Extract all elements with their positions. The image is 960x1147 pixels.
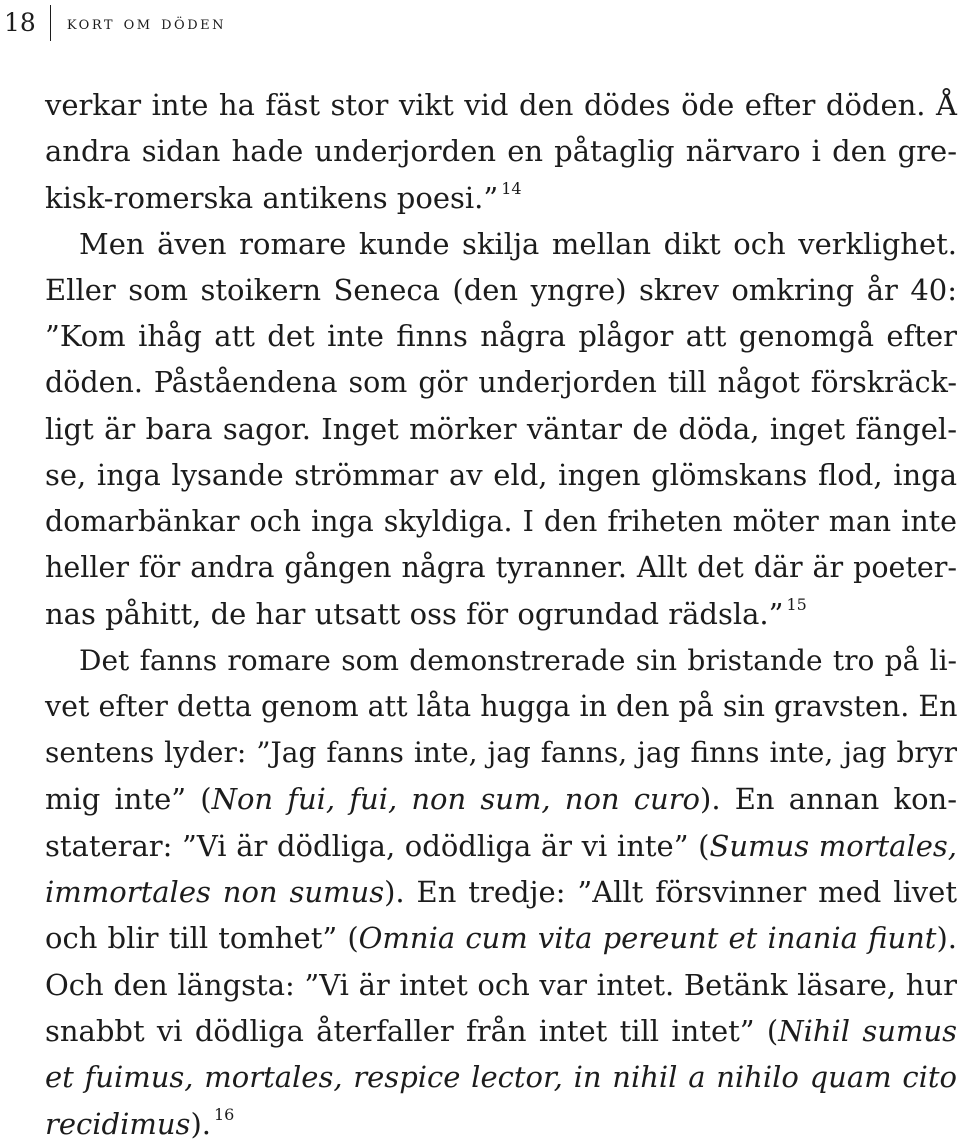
text-segment: mig inte” (	[45, 782, 212, 817]
running-head	[4, 6, 226, 40]
text-line	[45, 221, 957, 267]
text-line	[45, 128, 957, 174]
text-segment: sentens lyder: ”Jag fanns inte, jag fanns, jag finns inte, jag bryr	[45, 736, 957, 770]
text-segment: snabbt vi dödliga återfaller från intet till intet” (	[45, 1013, 779, 1048]
latin-quote: et fuimus, mortales, respice lector, in nihil a nihilo quam cito	[45, 1060, 957, 1095]
text-segment: vet efter detta genom att låta hugga in den på sin gravsten. En	[45, 689, 958, 723]
text-line	[45, 175, 957, 221]
latin-quote: immortales non sumus	[45, 875, 385, 910]
text-line	[45, 1054, 957, 1100]
text-line	[45, 730, 957, 776]
footnote-marker: 15	[786, 595, 807, 615]
text-segment: Eller som stoikern Seneca (den yngre) skrev omkring år 40:	[45, 273, 957, 308]
text-segment: ).	[190, 1106, 211, 1141]
latin-quote: Sumus mortales,	[709, 828, 957, 863]
latin-quote: Omnia cum vita pereunt et inania fiunt	[358, 921, 937, 956]
text-segment: ”Kom ihåg att det inte finns några plågor att genomgå efter	[45, 319, 957, 354]
text-line	[45, 638, 957, 684]
text-segment: andra sidan hade underjorden en påtaglig närvaro i den gre-	[45, 134, 957, 169]
latin-quote: recidimus	[45, 1106, 191, 1141]
text-segment: och blir till tomhet” (	[45, 921, 359, 956]
text-segment: ligt är bara sagor. Inget mörker väntar de döda, inget fängel-	[45, 412, 957, 447]
text-line	[45, 776, 957, 822]
text-line	[45, 684, 957, 730]
text-segment: heller för andra gången några tyranner. Allt det där är poeter-	[45, 550, 957, 584]
text-segment: Men även romare kunde skilja mellan dikt och verklighet.	[79, 226, 957, 261]
text-line	[45, 82, 957, 128]
text-line	[45, 545, 957, 591]
text-line	[45, 1008, 957, 1054]
text-line	[45, 452, 957, 498]
text-segment: nas påhitt, de har utsatt oss för ogrundad rädsla.”	[45, 597, 784, 632]
text-line	[45, 499, 957, 545]
text-segment: verkar inte ha fäst stor vikt vid den dödes öde efter döden. Å	[45, 88, 957, 122]
text-segment: Det fanns romare som demonstrerade sin bristande tro på li-	[79, 643, 957, 677]
text-segment: ).	[936, 921, 957, 956]
chapter-title: kort om döden	[66, 12, 226, 34]
text-line	[45, 1101, 957, 1147]
text-segment: ). En annan kon-	[700, 782, 957, 817]
text-line	[45, 360, 957, 406]
footnote-marker: 14	[501, 178, 522, 198]
text-line	[45, 406, 957, 452]
body-text	[45, 82, 957, 1147]
text-segment: döden. Påståendena som gör underjorden till något förskräck-	[45, 365, 957, 399]
text-line	[45, 313, 957, 359]
page-number: 18	[4, 8, 36, 37]
footnote-marker: 16	[214, 1104, 235, 1124]
text-segment: Och den längsta: ”Vi är intet och var intet. Betänk läsare, hur	[45, 967, 957, 1002]
text-segment: domarbänkar och inga skyldiga. I den friheten möter man inte	[45, 504, 957, 538]
text-line	[45, 869, 957, 915]
text-line	[45, 823, 957, 869]
latin-quote: Nihil sumus	[778, 1013, 957, 1048]
text-line	[45, 591, 957, 637]
text-line	[45, 915, 957, 961]
text-line	[45, 267, 957, 313]
text-line	[45, 962, 957, 1008]
text-segment: se, inga lysande strömmar av eld, ingen glömskans flod, inga	[45, 458, 957, 493]
latin-quote: Non fui, fui, non sum, non curo	[211, 782, 701, 817]
text-segment: ). En tredje: ”Allt försvinner med livet	[384, 875, 957, 910]
text-segment: staterar: ”Vi är dödliga, odödliga är vi inte” (	[45, 828, 710, 863]
text-segment: kisk-romerska antikens poesi.”	[45, 180, 499, 215]
